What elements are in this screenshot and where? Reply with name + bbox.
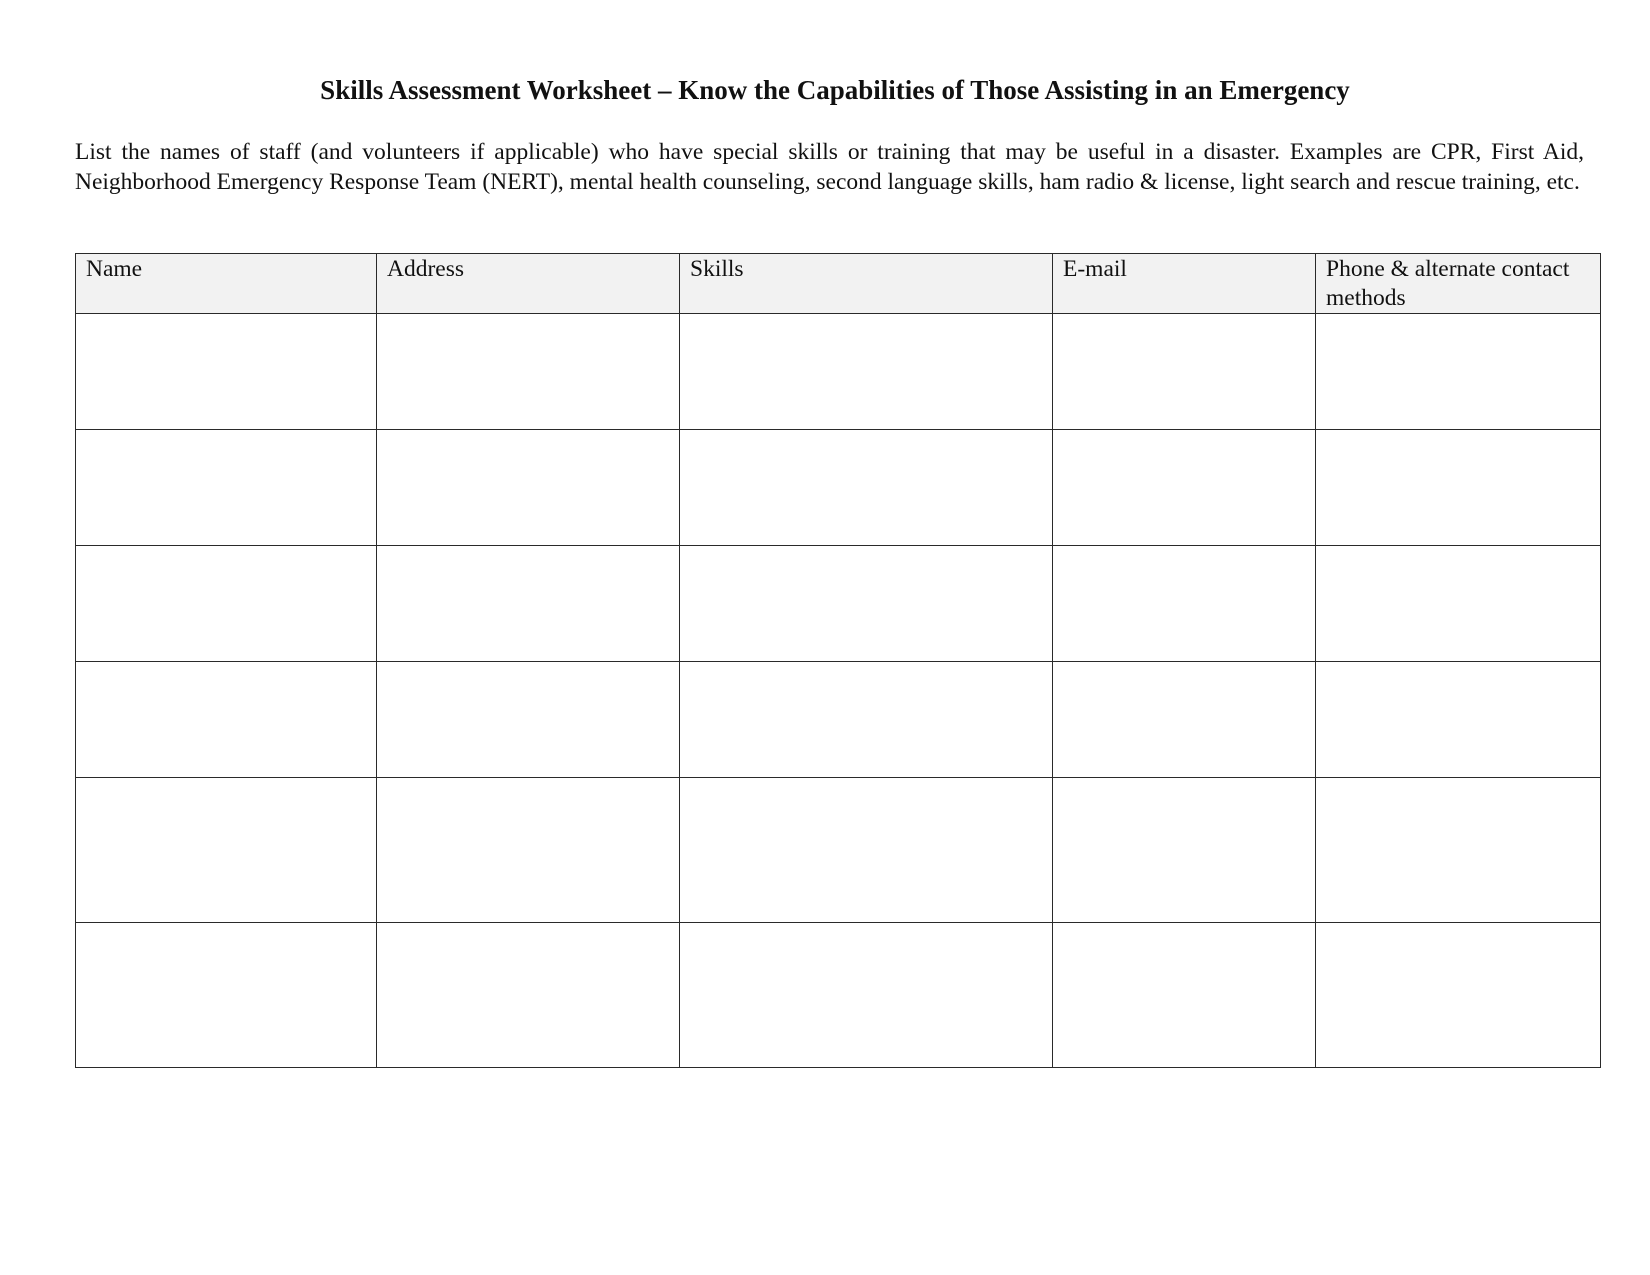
table-row [76, 923, 1601, 1068]
phone-cell[interactable] [1316, 923, 1601, 1068]
phone-cell[interactable] [1316, 430, 1601, 546]
email-cell[interactable] [1053, 662, 1316, 778]
column-header-skills: Skills [680, 254, 1053, 314]
address-cell[interactable] [377, 430, 680, 546]
column-header-address: Address [377, 254, 680, 314]
skills-cell[interactable] [680, 430, 1053, 546]
name-cell[interactable] [76, 314, 377, 430]
name-cell[interactable] [76, 546, 377, 662]
column-header-name: Name [76, 254, 377, 314]
table-row [76, 778, 1601, 923]
table-header-row [76, 254, 1601, 314]
page-title: Skills Assessment Worksheet – Know the Capabilities of Those Assisting in an Emergency [320, 75, 1350, 105]
address-cell[interactable] [377, 662, 680, 778]
email-cell[interactable] [1053, 778, 1316, 923]
name-cell[interactable] [76, 923, 377, 1068]
address-cell[interactable] [377, 778, 680, 923]
email-cell[interactable] [1053, 546, 1316, 662]
table-row [76, 546, 1601, 662]
instructions-paragraph: List the names of staff (and volunteers if applicable) who have special skills or training that may be useful in a disaster. Examples are CPR, First Aid, Neighborhood Emergency Response Team (NERT), mental health counseling, second language skills, ham radio & license, light search and rescue training, etc. [75, 139, 1584, 195]
address-cell[interactable] [377, 314, 680, 430]
address-cell[interactable] [377, 546, 680, 662]
skills-cell[interactable] [680, 923, 1053, 1068]
name-cell[interactable] [76, 778, 377, 923]
phone-cell[interactable] [1316, 546, 1601, 662]
address-cell[interactable] [377, 923, 680, 1068]
skills-cell[interactable] [680, 314, 1053, 430]
table-row [76, 430, 1601, 546]
skills-cell[interactable] [680, 546, 1053, 662]
skills-cell[interactable] [680, 778, 1053, 923]
email-cell[interactable] [1053, 314, 1316, 430]
table-row [76, 314, 1601, 430]
table-row [76, 662, 1601, 778]
name-cell[interactable] [76, 430, 377, 546]
phone-cell[interactable] [1316, 778, 1601, 923]
column-header-phone: Phone & alternate contact methods [1316, 254, 1601, 314]
phone-cell[interactable] [1316, 662, 1601, 778]
column-header-email: E-mail [1053, 254, 1316, 314]
name-cell[interactable] [76, 662, 377, 778]
skills-cell[interactable] [680, 662, 1053, 778]
skills-table [75, 253, 1601, 1068]
phone-cell[interactable] [1316, 314, 1601, 430]
email-cell[interactable] [1053, 923, 1316, 1068]
email-cell[interactable] [1053, 430, 1316, 546]
